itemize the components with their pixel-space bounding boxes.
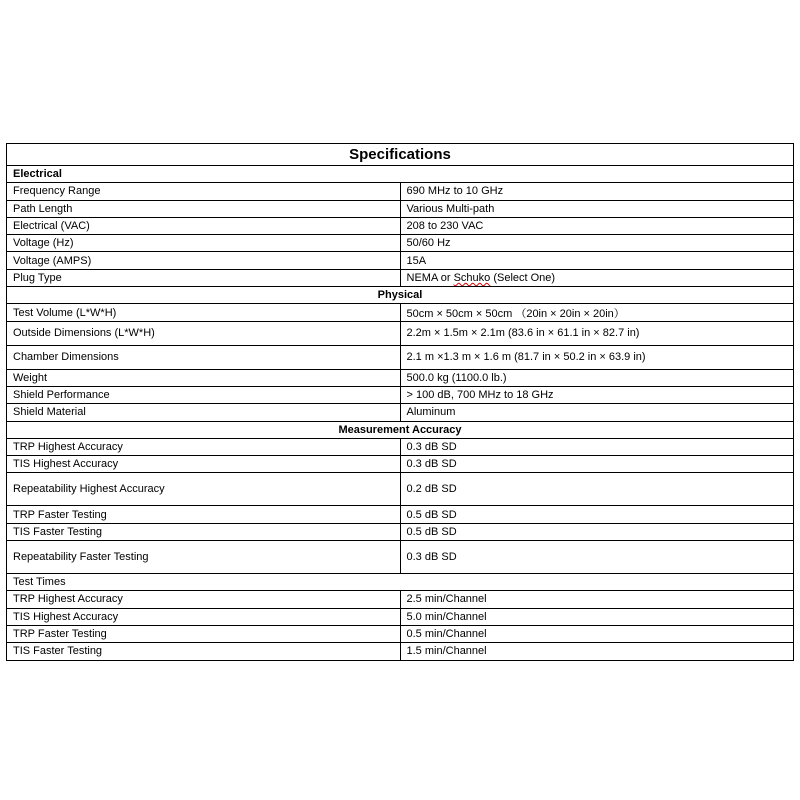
table-row — [7, 404, 794, 421]
table-row — [7, 473, 794, 506]
section-heading-electrical: Electrical — [7, 166, 794, 183]
row-label: Test Volume (L*W*H) — [7, 304, 401, 321]
row-value: 0.5 dB SD — [400, 506, 794, 523]
specifications-table — [6, 143, 794, 661]
row-value: 50cm × 50cm × 50cm （20in × 20in × 20in） — [400, 304, 794, 321]
table-row — [7, 217, 794, 234]
table-row — [7, 541, 794, 574]
row-value: 0.3 dB SD — [400, 456, 794, 473]
row-value: 0.3 dB SD — [400, 438, 794, 455]
row-value: > 100 dB, 700 MHz to 18 GHz — [400, 386, 794, 403]
spellcheck-flagged-word: Schuko — [453, 271, 491, 284]
row-label: Outside Dimensions (L*W*H) — [7, 321, 401, 345]
table-row — [7, 591, 794, 608]
table-row — [7, 235, 794, 252]
row-label: Plug Type — [7, 269, 401, 286]
table-row — [7, 183, 794, 200]
row-label: TIS Highest Accuracy — [7, 608, 401, 625]
row-label: Repeatability Faster Testing — [7, 541, 401, 574]
row-label: Shield Performance — [7, 386, 401, 403]
row-label: TIS Faster Testing — [7, 643, 401, 660]
row-value: 0.3 dB SD — [400, 541, 794, 574]
row-value: 500.0 kg (1100.0 lb.) — [400, 369, 794, 386]
row-label: Frequency Range — [7, 183, 401, 200]
row-value: Various Multi-path — [400, 200, 794, 217]
row-label: Shield Material — [7, 404, 401, 421]
row-value: 2.5 min/Channel — [400, 591, 794, 608]
table-title: Specifications — [7, 144, 794, 166]
value-prefix: NEMA or — [406, 271, 454, 284]
table-row — [7, 523, 794, 540]
table-row — [7, 506, 794, 523]
section-heading-test-times: Test Times — [7, 574, 794, 591]
table-row — [7, 321, 794, 345]
row-label: Electrical (VAC) — [7, 217, 401, 234]
row-value: 0.5 dB SD — [400, 523, 794, 540]
row-value: 15A — [400, 252, 794, 269]
section-heading-measurement-accuracy: Measurement Accuracy — [7, 421, 794, 438]
value-suffix: (Select One) — [490, 271, 556, 284]
row-value: 2.1 m ×1.3 m × 1.6 m (81.7 in × 50.2 in × 63.9 in) — [400, 345, 794, 369]
row-value: 2.2m × 1.5m × 2.1m (83.6 in × 61.1 in × 82.7 in) — [400, 321, 794, 345]
section-heading-physical: Physical — [7, 287, 794, 304]
row-value: 0.2 dB SD — [400, 473, 794, 506]
row-label: TIS Highest Accuracy — [7, 456, 401, 473]
row-label: TRP Highest Accuracy — [7, 438, 401, 455]
row-value: 208 to 230 VAC — [400, 217, 794, 234]
row-label: Voltage (AMPS) — [7, 252, 401, 269]
row-value: 5.0 min/Channel — [400, 608, 794, 625]
table-row — [7, 200, 794, 217]
row-label: Repeatability Highest Accuracy — [7, 473, 401, 506]
row-label: TRP Faster Testing — [7, 625, 401, 642]
table-row — [7, 269, 794, 286]
row-value: 690 MHz to 10 GHz — [400, 183, 794, 200]
row-label: TRP Highest Accuracy — [7, 591, 401, 608]
row-value — [400, 269, 794, 286]
row-value: Aluminum — [400, 404, 794, 421]
table-row — [7, 608, 794, 625]
row-label: Path Length — [7, 200, 401, 217]
table-row — [7, 252, 794, 269]
row-value: 50/60 Hz — [400, 235, 794, 252]
row-label: Voltage (Hz) — [7, 235, 401, 252]
table-row — [7, 625, 794, 642]
table-row — [7, 369, 794, 386]
row-label: TRP Faster Testing — [7, 506, 401, 523]
table-row — [7, 345, 794, 369]
row-label: TIS Faster Testing — [7, 523, 401, 540]
table-row — [7, 438, 794, 455]
row-label: Chamber Dimensions — [7, 345, 401, 369]
table-row — [7, 304, 794, 321]
row-label: Weight — [7, 369, 401, 386]
table-row — [7, 643, 794, 660]
row-value: 0.5 min/Channel — [400, 625, 794, 642]
table-row — [7, 386, 794, 403]
table-row — [7, 456, 794, 473]
row-value: 1.5 min/Channel — [400, 643, 794, 660]
